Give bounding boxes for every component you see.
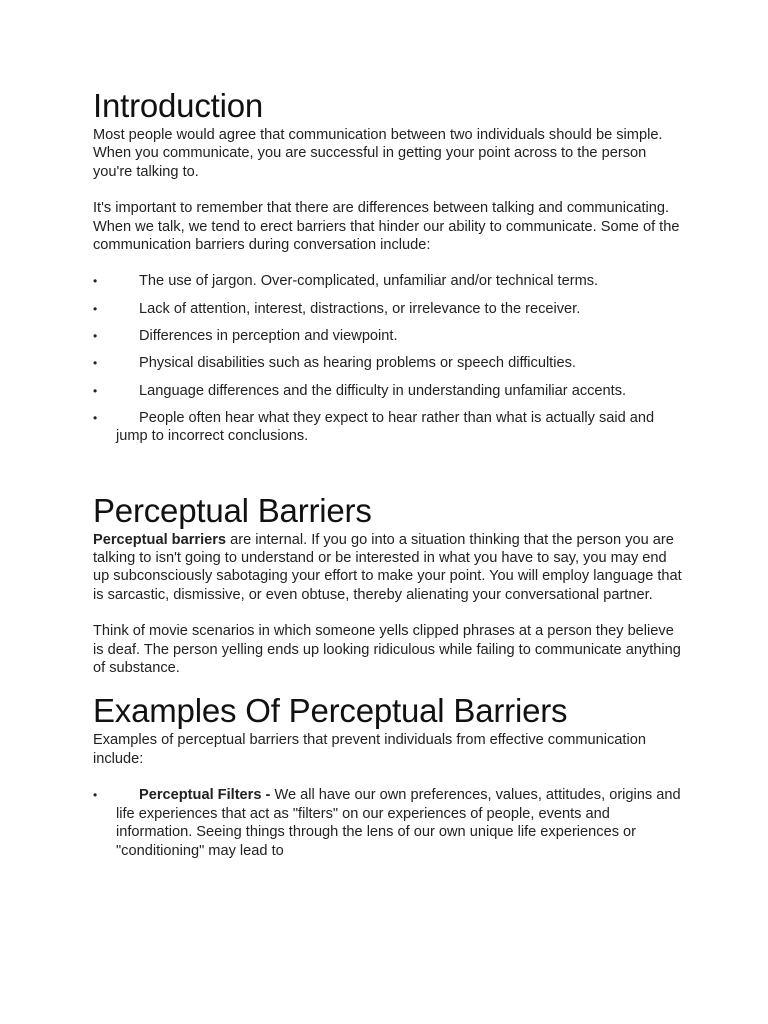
list-item-text: Differences in perception and viewpoint. bbox=[139, 328, 398, 345]
list-item-text: The use of jargon. Over-complicated, unfamiliar and/or technical terms. bbox=[139, 273, 599, 290]
list-item bbox=[93, 272, 683, 290]
list-item-text: Language differences and the difficulty in understanding unfamiliar accents. bbox=[139, 382, 627, 399]
list-item bbox=[93, 354, 683, 372]
perceptual-barriers-heading: Perceptual Barriers bbox=[93, 491, 372, 529]
list-item-text: We all have our own preferences, values, attitudes, origins and life experiences that act as "filters" on our experiences of people, events and information. Seeing things through the lens of our own unique life experiences or "conditioning" may lead to bbox=[116, 787, 681, 859]
perceptual-filters-term: Perceptual Filters - bbox=[139, 787, 271, 804]
list-item bbox=[93, 382, 683, 400]
document-page bbox=[93, 86, 683, 869]
list-item-text: People often hear what they expect to hear rather than what is actually said and jump to incorrect conclusions. bbox=[116, 409, 655, 445]
examples-list bbox=[93, 786, 683, 860]
bullet-icon: • bbox=[93, 274, 98, 289]
bullet-icon: • bbox=[93, 788, 98, 803]
barriers-list bbox=[93, 272, 683, 445]
list-item bbox=[93, 409, 683, 446]
bullet-icon: • bbox=[93, 329, 98, 344]
examples-paragraph-1: Examples of perceptual barriers that prevent individuals from effective communication include: bbox=[93, 732, 646, 767]
introduction-heading: Introduction bbox=[93, 87, 264, 124]
list-item-text: Lack of attention, interest, distractions, or irrelevance to the receiver. bbox=[139, 300, 581, 317]
perceptual-paragraph-2: Think of movie scenarios in which someone yells clipped phrases at a person they believe is deaf. The person yelling ends up looking ridiculous while failing to communicate anything of substance. bbox=[93, 623, 681, 677]
bullet-icon: • bbox=[93, 356, 98, 371]
list-item bbox=[93, 327, 683, 345]
list-item bbox=[93, 300, 683, 318]
bullet-icon: • bbox=[93, 383, 98, 398]
intro-paragraph-2: It's important to remember that there are differences between talking and communicating. When we talk, we tend to erect barriers that hinder our ability to communicate. Some of the communication barriers during conversation include: bbox=[93, 200, 680, 254]
perceptual-paragraph-1 bbox=[93, 531, 683, 605]
perceptual-paragraph-1-text: are internal. If you go into a situation thinking that the person you are talking to isn't going to understand or be interested in what you have to say, you may end up subconsciously sabotaging your effort to make your point. You will employ language that is sarcastic, dismissive, or even obtuse, thereby alienating your conversational partner. bbox=[93, 531, 682, 603]
bullet-icon: • bbox=[93, 301, 98, 316]
list-item bbox=[93, 786, 683, 860]
list-item-text: Physical disabilities such as hearing problems or speech difficulties. bbox=[139, 355, 576, 372]
examples-heading: Examples Of Perceptual Barriers bbox=[93, 692, 568, 730]
bullet-icon: • bbox=[93, 410, 98, 425]
perceptual-barriers-term: Perceptual barriers bbox=[93, 531, 227, 548]
intro-paragraph-1: Most people would agree that communication between two individuals should be simple. When you communicate, you are successful in getting your point across to the person you're talking to. bbox=[93, 127, 663, 180]
